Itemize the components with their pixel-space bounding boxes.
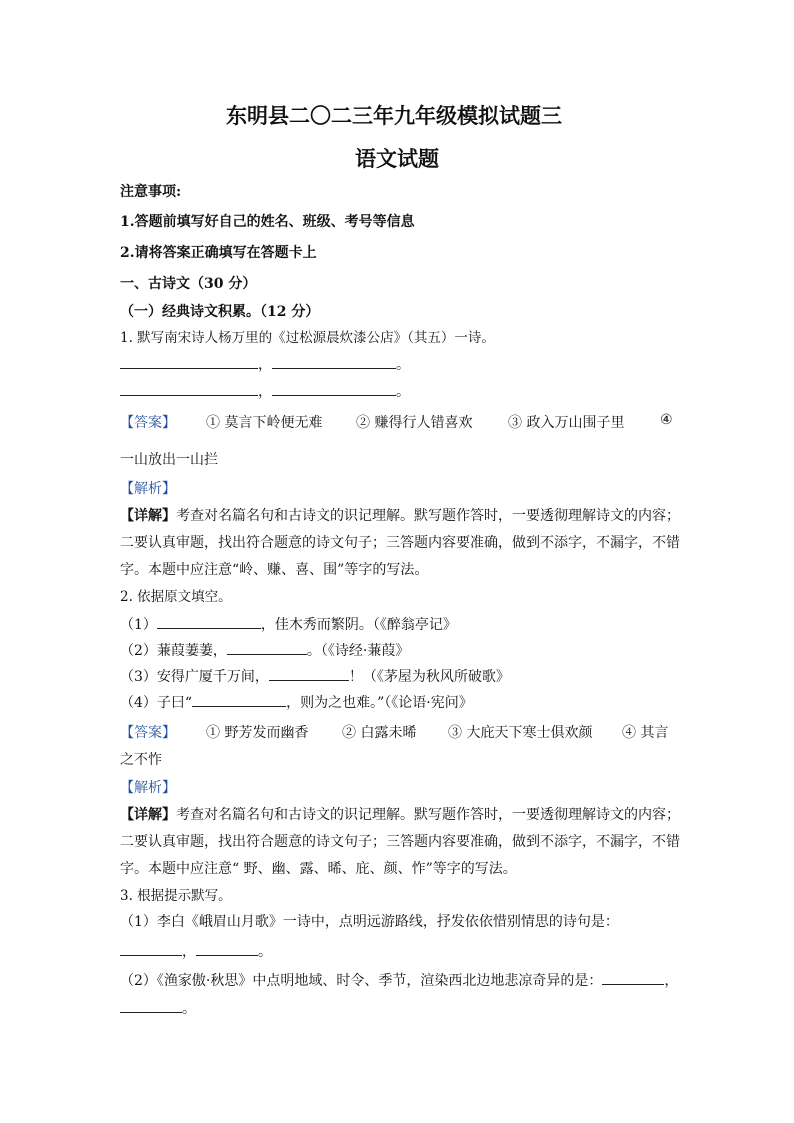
question-1-prompt: 1. 默写南宋诗人杨万里的《过松源晨炊漆公店》（其五）一诗。 <box>120 330 495 346</box>
question-1-blanks-row-2 <box>120 381 410 402</box>
question-2-detail-line-2: 二要认真审题，找出符合题意的诗文句子；三答题内容要准确，做到不添字，不漏字，不错 <box>120 834 680 850</box>
question-2-answer-continued: 之不怍 <box>120 752 162 768</box>
question-3-item-2 <box>120 970 678 991</box>
answer-blank[interactable] <box>272 381 396 396</box>
answer-blank[interactable] <box>120 941 182 956</box>
detail-text: 考查对名篇名句和古诗文的识记理解。默写题作答时，一要透彻理解诗文的内容； <box>176 508 680 524</box>
detail-text: 考查对名篇名句和古诗文的识记理解。默写题作答时，一要透彻理解诗文的内容； <box>176 807 680 823</box>
answer-blank[interactable] <box>192 692 286 707</box>
question-2-detail-line-3: 字。本题中应注意“ 野、幽、露、晞、庇、颜、怍”等字的写法。 <box>120 861 517 877</box>
question-1-detail-line-2: 二要认真审题，找出符合题意的诗文句子；三答题内容要准确，做到不添字，不漏字，不错 <box>120 535 680 551</box>
answer-blank[interactable] <box>120 998 182 1013</box>
answer-blank[interactable] <box>120 381 258 396</box>
question-2-item-1 <box>120 614 457 635</box>
item-pre: 子曰“ <box>156 695 193 711</box>
item-number: （3） <box>120 669 157 685</box>
question-2-item-3 <box>120 666 510 687</box>
question-2-answer-4: ④ 其言 <box>622 725 669 741</box>
question-1-blanks-row-1 <box>120 354 410 375</box>
detail-label: 【详解】 <box>120 807 176 823</box>
section-1-sub-1: （一）经典诗文积累。（12 分） <box>120 304 320 320</box>
question-3-item-2-blanks <box>120 998 196 1019</box>
question-1-answer-1: ① 莫言下岭便无难 <box>206 415 323 431</box>
answer-blank[interactable] <box>269 666 349 681</box>
comma: ， <box>258 357 272 373</box>
notes-item-2: 2.请将答案正确填写在答题卡上 <box>120 245 317 261</box>
question-3-prompt: 3. 根据提示默写。 <box>120 888 232 904</box>
notes-item-1: 1.答题前填写好自己的姓名、班级、考号等信息 <box>120 214 415 230</box>
question-2-item-2 <box>120 640 409 661</box>
question-2-answer-2: ② 白露未晞 <box>342 725 417 741</box>
section-1-title: 一、古诗文（30 分） <box>120 276 257 292</box>
item-text: ！（《茅屋为秋风所破歌》 <box>348 669 510 685</box>
question-3-item-1: （1）李白《峨眉山月歌》一诗中，点明远游路线，抒发依依惜别情思的诗句是： <box>120 914 619 930</box>
exam-subtitle: 语文试题 <box>355 146 439 171</box>
item-text: ，则为之也难。”（《论语·宪问》 <box>286 695 473 711</box>
question-1-detail-line-3: 字。本题中应注意“岭、赚、喜、围”等字的写法。 <box>120 562 429 578</box>
period: 。 <box>258 944 272 960</box>
item-text: ，佳木秀而繁阴。（《醉翁亭记》 <box>260 617 457 633</box>
comma: ， <box>258 384 272 400</box>
item-number: （2） <box>120 643 157 659</box>
comma: ， <box>182 944 196 960</box>
question-1-answer-continued: 一山放出一山拦 <box>120 452 218 468</box>
question-3-item-1-blanks <box>120 941 272 962</box>
item-number: （1） <box>120 617 157 633</box>
period: 。 <box>396 357 410 373</box>
question-1-answer-label: 【答案】 <box>120 415 176 431</box>
question-1-answer-2: ② 赚得行人错喜欢 <box>356 415 473 431</box>
question-1-detail-line-1 <box>120 506 680 526</box>
period: 。 <box>182 1001 196 1017</box>
item-text: （2）《渔家傲·秋思》中点明地域、时令、季节，渲染西北边地悲凉奇异的是： <box>120 973 603 989</box>
question-1-answer-4: ④ <box>660 412 673 428</box>
notes-heading: 注意事项: <box>120 184 182 200</box>
question-2-item-4 <box>120 692 473 713</box>
answer-blank[interactable] <box>120 354 258 369</box>
question-1-answer-3: ③ 政入万山围子里 <box>508 415 625 431</box>
exam-title: 东明县二〇二三年九年级模拟试题三 <box>226 103 562 128</box>
answer-blank[interactable] <box>157 614 261 629</box>
period: 。 <box>396 384 410 400</box>
question-2-prompt: 2. 依据原文填空。 <box>120 589 232 605</box>
answer-blank[interactable] <box>196 941 258 956</box>
question-2-answer-3: ③ 大庇天下寒士俱欢颜 <box>448 725 593 741</box>
question-2-answer-label: 【答案】 <box>120 725 176 741</box>
answer-blank[interactable] <box>272 354 396 369</box>
question-2-analysis-label: 【解析】 <box>120 780 176 796</box>
answer-blank[interactable] <box>227 640 307 655</box>
item-text: 。（《诗经·蒹葭》 <box>306 643 410 659</box>
question-2-answer-1: ① 野芳发而幽香 <box>206 725 309 741</box>
item-number: （4） <box>120 695 157 711</box>
item-pre: 安得广厦千万间， <box>156 669 269 685</box>
question-1-analysis-label: 【解析】 <box>120 481 176 497</box>
comma: ， <box>664 973 679 989</box>
answer-blank[interactable] <box>602 970 664 985</box>
detail-label: 【详解】 <box>120 508 176 524</box>
item-pre: 蒹葭萋萋， <box>156 643 227 659</box>
question-2-detail-line-1 <box>120 805 680 825</box>
